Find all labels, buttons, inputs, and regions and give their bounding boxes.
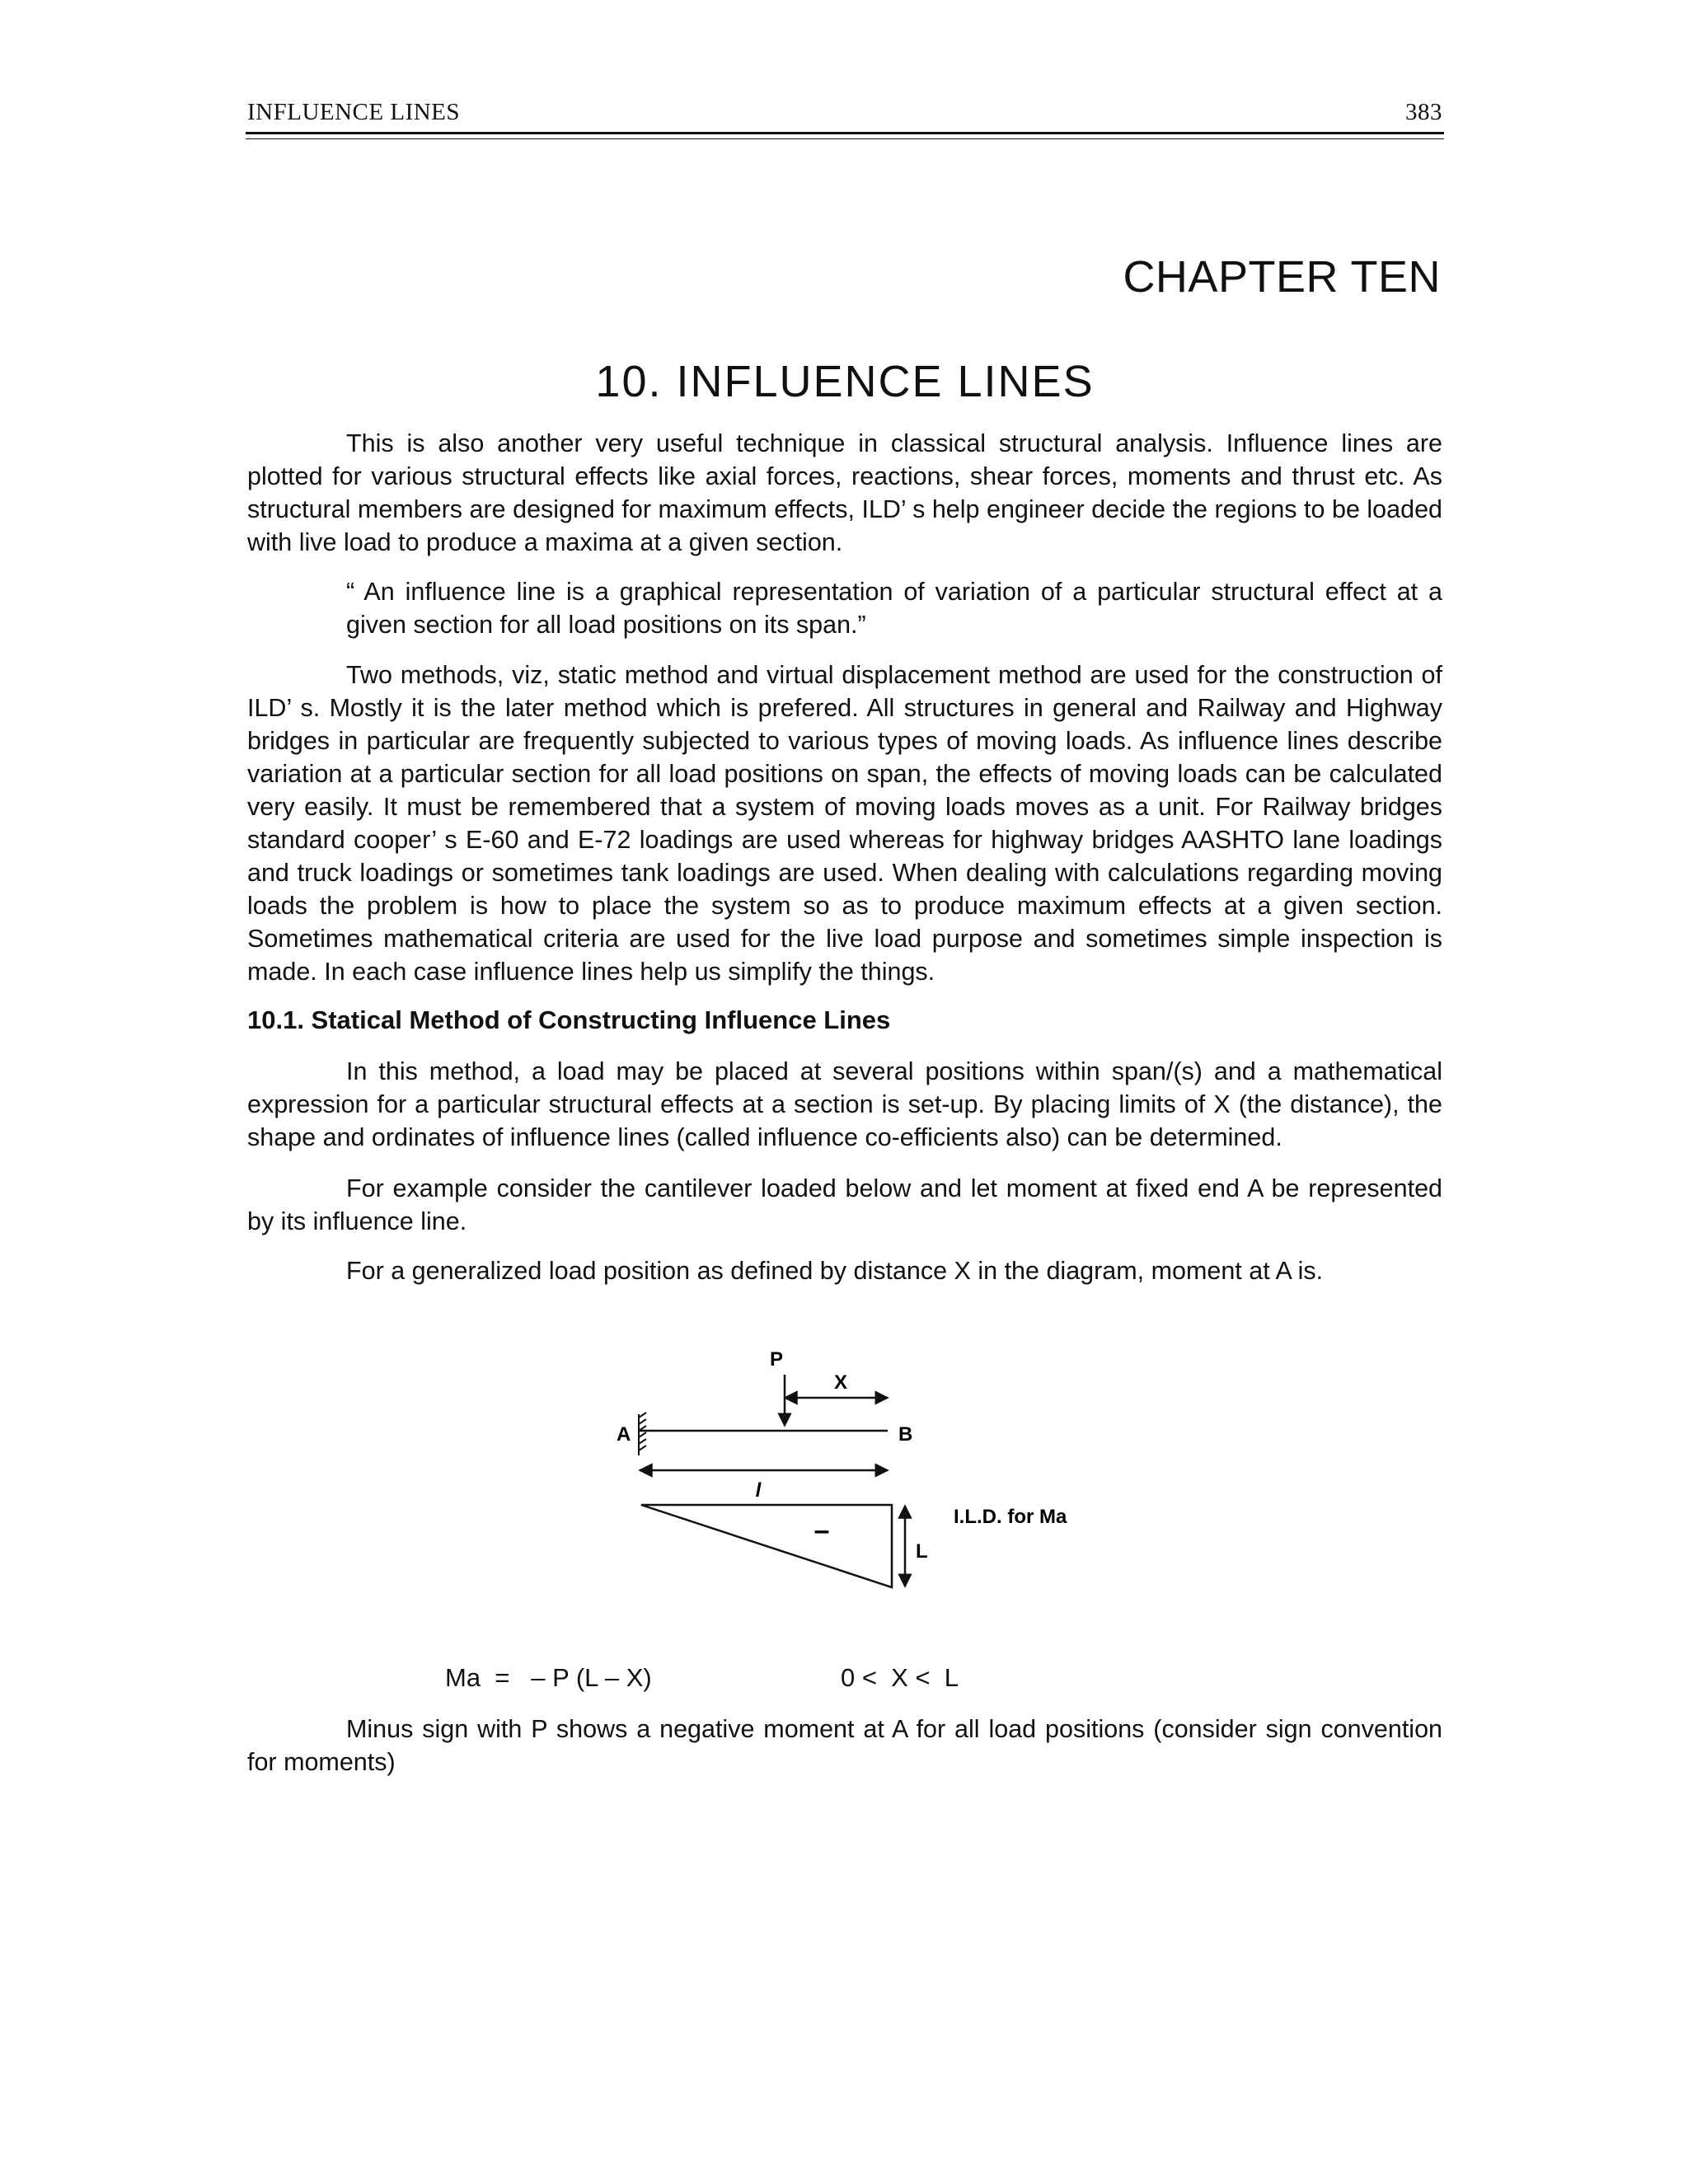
example-paragraph: For example consider the cantilever loaded below and let moment at fixed end A be represented by its influence line. bbox=[247, 1174, 1442, 1235]
negative-sign: – bbox=[814, 1515, 830, 1546]
page-number: 383 bbox=[1405, 99, 1442, 125]
x-distance-label: X bbox=[833, 1371, 848, 1394]
minus-sign-paragraph: Minus sign with P shows a negative moment at A for all load positions (consider sign convention for moments) bbox=[247, 1715, 1442, 1776]
fixed-support-hatch bbox=[639, 1413, 646, 1455]
ild-triangle bbox=[641, 1505, 892, 1587]
running-title: INFLUENCE LINES bbox=[247, 99, 461, 125]
span-label: l bbox=[755, 1479, 762, 1502]
definition-quote: “ An influence line is a graphical representation of variation of a particular structural effect at a given section for all load positions on its span.” bbox=[346, 578, 1442, 639]
ordinate-label: L bbox=[916, 1540, 928, 1563]
chapter-label: CHAPTER TEN bbox=[1123, 252, 1441, 302]
methods-paragraph: Two methods, viz, static method and virtual displacement method are used for the construction of ILD’ s. Mostly it is the later method which is prefered. All structures in general and Railway and Highway bridges in particular are frequently subjected to various types of moving loads. As influence lines describe variation at a particular section for all load positions on span, the effects of moving loads can be calculated very easily. It must be remembered that a system of moving loads moves as a unit. For Railway bridges standard cooper’ s E-60 and E-72 loadings are used whereas for highway bridges AASHTO lane loadings and truck loadings or sometimes tank loadings are used. When dealing with calculations regarding moving loads the problem is how to place the system so as to produce maximum effects at a given section. Sometimes mathematical criteria are used for the live load purpose and sometimes simple inspection is made. In each case influence lines help us simplify the things. bbox=[247, 661, 1442, 986]
header-double-rule bbox=[246, 132, 1444, 139]
generalized-paragraph: For a generalized load position as defined by distance X in the diagram, moment at A is. bbox=[346, 1257, 1324, 1285]
support-label: A bbox=[617, 1423, 631, 1446]
moment-equation: Ma = – P (L – X) bbox=[445, 1663, 652, 1692]
section-heading: 10.1. Statical Method of Constructing Influence Lines bbox=[247, 1005, 891, 1034]
equation-range: 0 < X < L bbox=[841, 1663, 959, 1692]
cantilever-ild-diagram bbox=[577, 1343, 1113, 1599]
free-end-label: B bbox=[898, 1423, 913, 1446]
chapter-title: 10. INFLUENCE LINES bbox=[595, 357, 1095, 406]
running-header bbox=[247, 99, 1442, 129]
intro-paragraph: This is also another very useful technique in classical structural analysis. Influence lines are plotted for various structural effects like axial forces, reactions, shear forces, moments and thrust etc. As structural members are designed for maximum effects, ILD’ s help engineer decide the regions to be loaded with live load to produce a maxima at a given section. bbox=[247, 429, 1442, 556]
ild-caption: I.L.D. for Ma bbox=[954, 1506, 1067, 1528]
statical-method-paragraph: In this method, a load may be placed at several positions within span/(s) and a mathematical expression for a particular structural effects at a section is set-up. By placing limits of X (the distance), the shape and ordinates of influence lines (called influence co-efficients also) can be determined. bbox=[247, 1057, 1442, 1151]
load-label: P bbox=[769, 1348, 784, 1371]
